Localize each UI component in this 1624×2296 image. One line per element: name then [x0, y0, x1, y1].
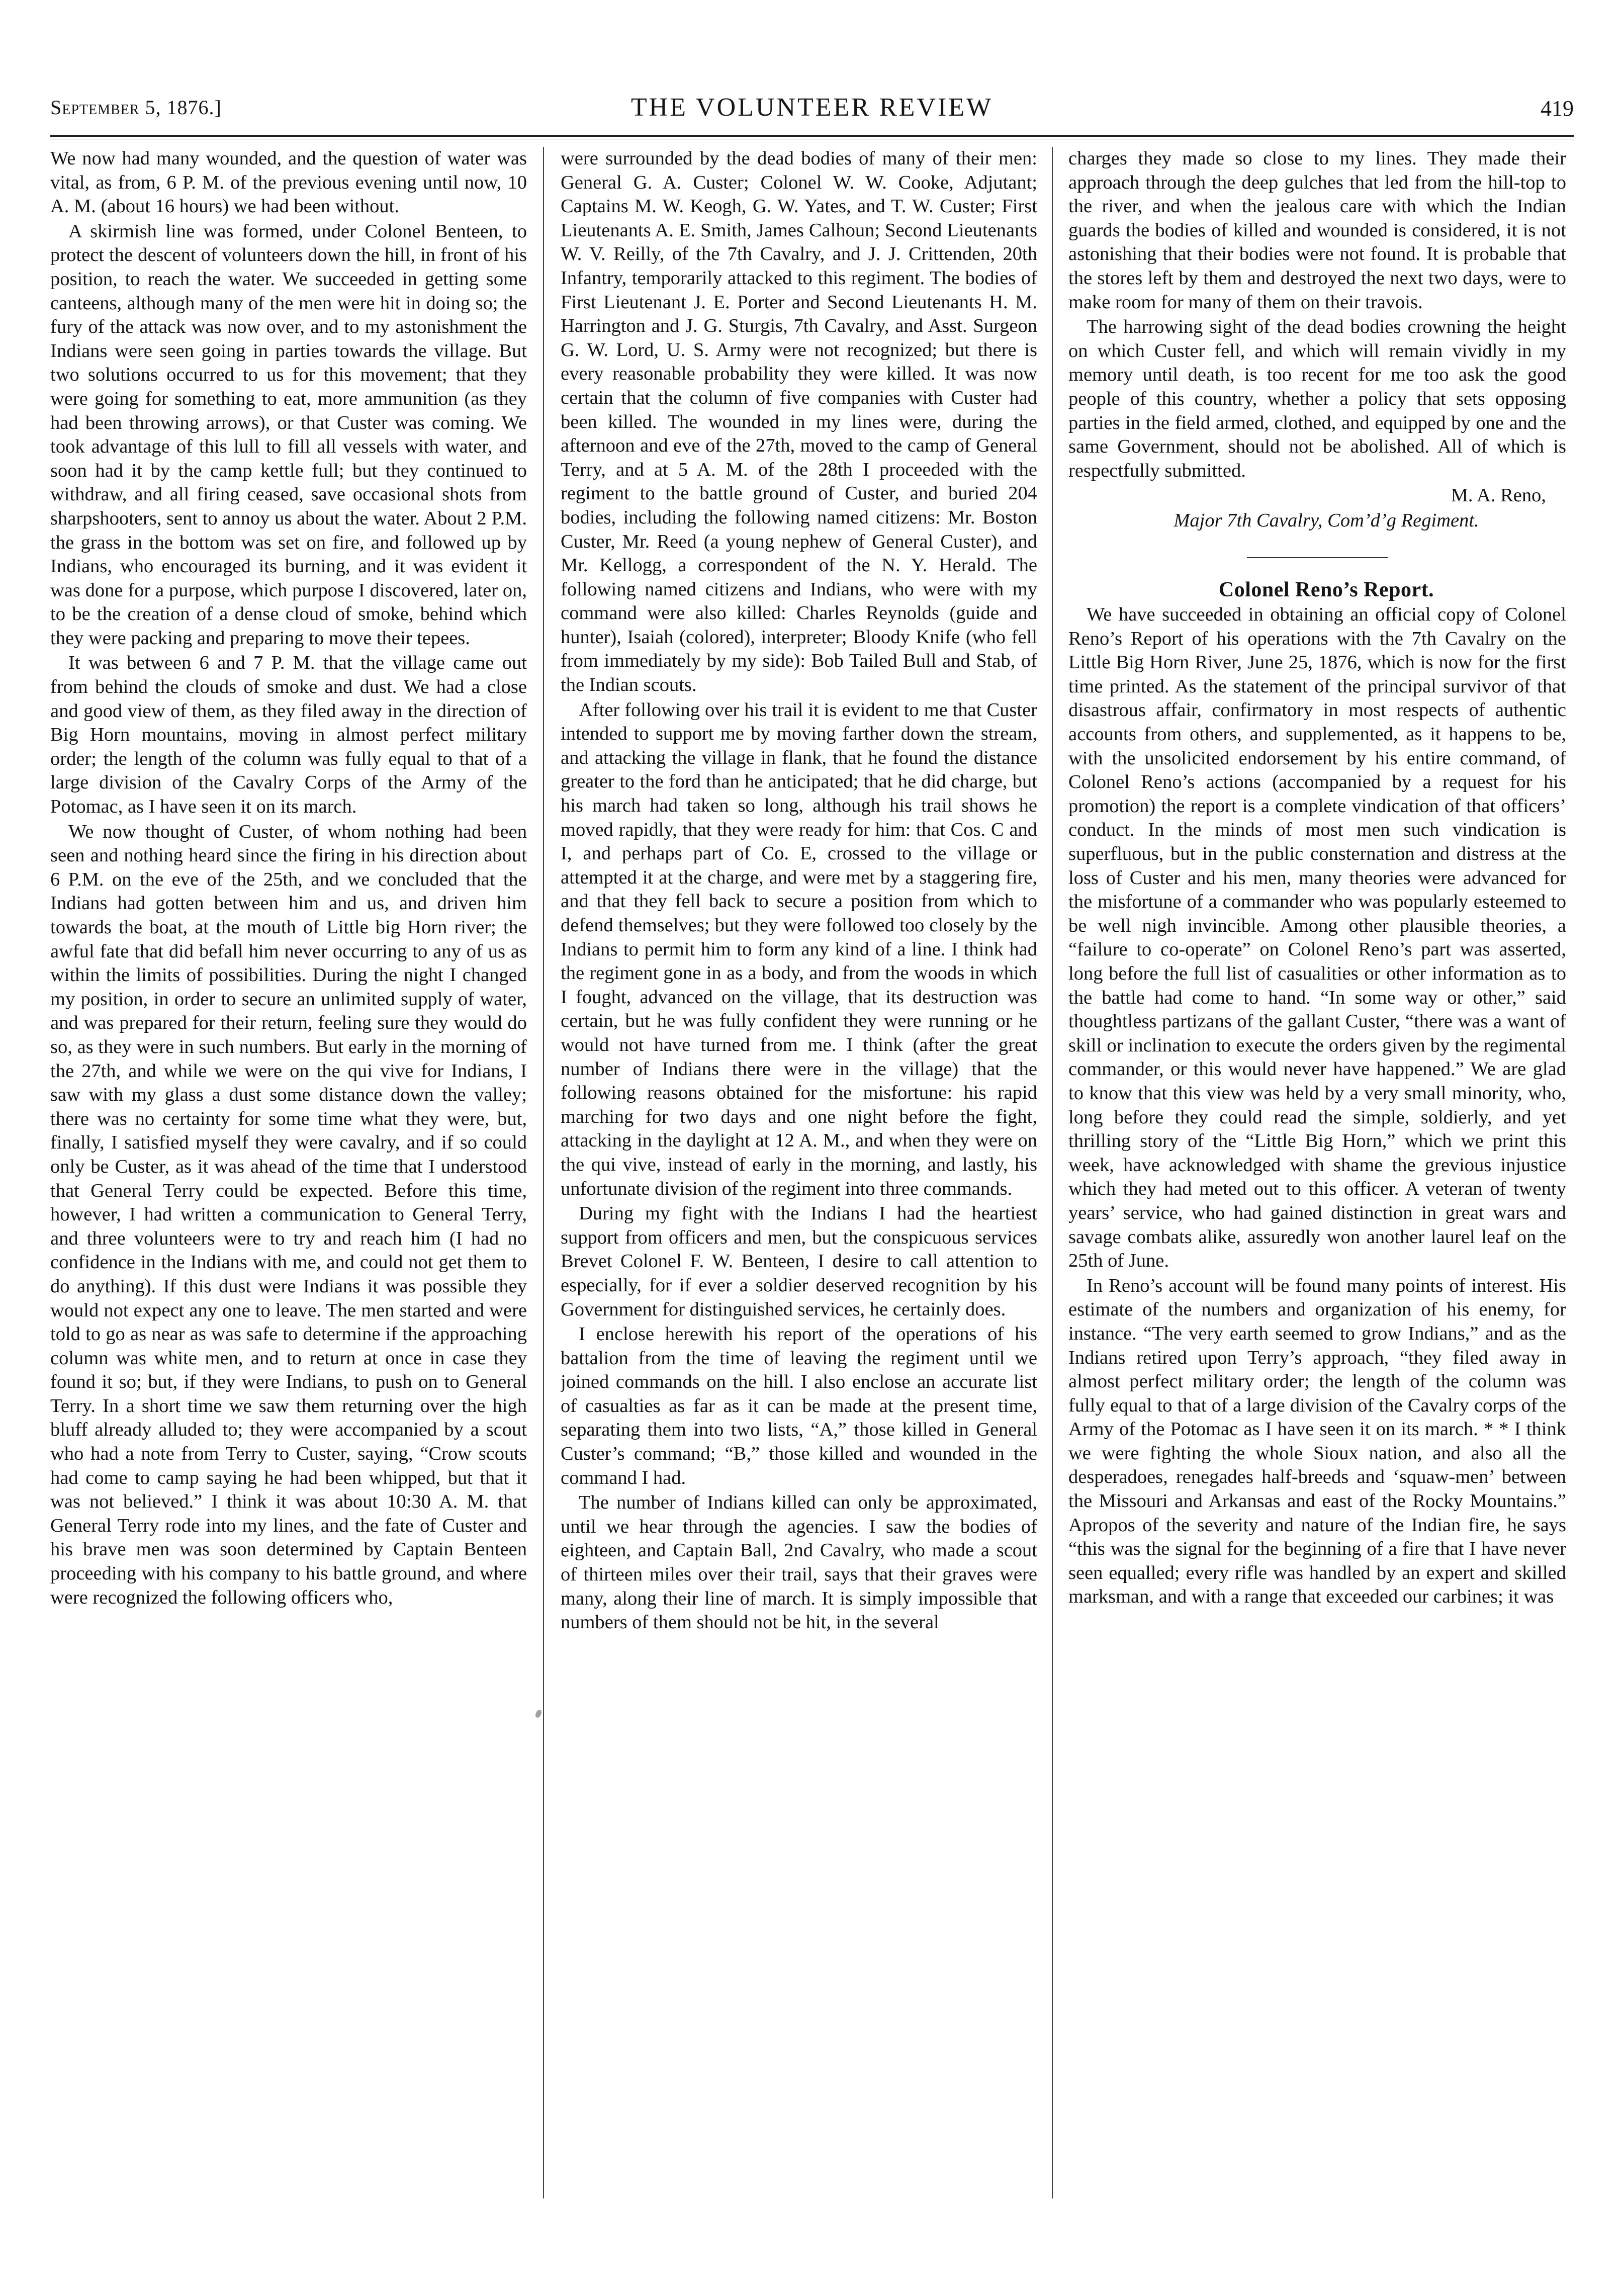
issue-date: September 5, 1876.]: [50, 96, 222, 119]
paragraph: We have succeeded in obtaining an official copy of Colonel Reno’s Report of his operations with the 7th Cavalry on the Little Big Horn River, June 25, 1876, which is now for the first time printed. As the statement of the principal survivor of that disastrous affair, confirmatory in most respects of authentic accounts from others, and supplemented, as it happens to be, with the unsolicited endorsement by his entire command, of Colonel Reno’s actions (accompanied by a request for his promotion) the report is a complete vindication of that officers’ conduct. In the minds of most men such vindication is superfluous, but in the public consternation and distress at the loss of Custer and his men, many theories were advanced for the misfortune of a commander who was popularly esteemed to be well nigh invincible. Among other plausible theories, a “failure to co-operate” on Colonel Reno’s part was asserted, long before the full list of casualities or other information as to the battle had come to hand. “In some way or other,” said thoughtless partizans of the gallant Custer, “there was a want of skill or inclination to execute the orders given by the regimental commander, or this would never have happened.” We are glad to know that this view was held by a very small minority, who, long before they could read the simple, soldierly, and yet thrilling story of the “Little Big Horn,” which we print this week, have acknowledged with shame the grevious injustice which they had meted out to this officer. A veteran of twenty years’ service, who had gained distinction in great wars and savage combats alike, assuredly won another laurel leaf on the 25th of June.: [1068, 604, 1566, 1272]
signature: M. A. Reno,: [1451, 485, 1546, 506]
section-divider: [1247, 557, 1388, 558]
column-divider: [543, 147, 544, 2198]
column-1: [50, 147, 527, 2219]
column-3: [1068, 147, 1566, 2219]
paragraph: After following over his trail it is evident to me that Custer intended to support me by moving farther down the stream, and attacking the village in flank, that he found the distance greater to the ford than he anticipated; that he did charge, but his march had taken so long, although his trail shows he moved rapidly, that they were ready for him: that Cos. C and I, and perhaps part of Co. E, crossed to the village or attempted it at the charge, and were met by a staggering fire, and that they fell back to secure a position from which to defend themselves; but they were followed too closely by the Indians to permit him to form any kind of a line. I think had the regiment gone in as a body, and from the woods in which I fought, advanced on the village, that its destruction was certain, but he was fully confident they were running or he would not have turned from me. I think (after the great number of Indians there were in the village) that the following reasons obtained for the misfortune: his rapid marching for two days and one night before the fight, attacking in the daylight at 12 A. M., and when they were on the qui vive, instead of early in the morning, and lastly, his unfortunate division of the regiment into three commands.: [561, 699, 1037, 1199]
paragraph: charges they made so close to my lines. They made their approach through the deep gulches that led from the hill-top to the river, and when the jealous care with which the Indian guards the bodies of killed and wounded is considered, it is not astonishing that their bodies were not found. It is probable that the stores left by them and destroyed the next two days, were to make room for many of them on their travois.: [1068, 148, 1566, 313]
paragraph: A skirmish line was formed, under Colonel Benteen, to protect the descent of volunteers down the hill, in front of his position, to reach the water. We succeeded in getting some canteens, although many of the men were hit in doing so; the fury of the attack was now over, and to my astonishment the Indians were seen going in parties towards the village. But two solutions occurred to us for this movement; that they were going for something to eat, more ammunition (as they had been throwing arrows), or that Custer was coming. We took advantage of this lull to fill all vessels with water, and soon had it by the camp kettle full; but they continued to withdraw, and all firing ceased, save occasional shots from sharpshooters, sent to annoy us about the water. About 2 P.M. the grass in the bottom was set on fire, and followed up by Indians, who encouraged its burning, and it was evident it was done for a purpose, which purpose I discovered, later on, to be the creation of a dense cloud of smoke, behind which they were packing and preparing to move their tepees.: [50, 220, 527, 649]
paragraph: In Reno’s account will be found many points of interest. His estimate of the numbers and organization of his enemy, for instance. “The very earth seemed to grow Indians,” and as the Indians retired upon Terry’s approach, “they filed away in almost perfect military order; the length of the column was fully equal to that of a large division of the Cavalry corps of the Army of the Potomac as I have seen it on its march. * * I think we were fighting the whole Sioux nation, and also all the desperadoes, renegades half-breeds and ‘squaw-men’ between the Missouri and Arkansas and east of the Rocky Mountains.” Apropos of the severity and nature of the Indian fire, he says “this was the signal for the beginning of a fire that I have never seen equalled; every rifle was handled by an expert and skilled marksman, and with a range that exceeded our carbines; it was: [1068, 1275, 1566, 1608]
page-number: 419: [1541, 96, 1574, 121]
section-heading: Colonel Reno’s Report.: [1218, 578, 1434, 601]
publication-title: THE VOLUNTEER REVIEW: [630, 93, 994, 122]
paragraph: During my fight with the Indians I had the heartiest support from officers and men, but the conspicuous services Brevet Colonel F. W. Benteen, I desire to call attention to especially, for if ever a soldier deserved recognition by his Government for distinguished services, he certainly does.: [561, 1203, 1037, 1320]
column-2: [561, 147, 1037, 2219]
paragraph: I enclose herewith his report of the operations of his battalion from the time of leaving the regiment until we joined commands on the hill. I also enclose an accurate list of casualties as far as it can be made at the present time, separating them into two lists, “A,” those killed in General Custer’s command; “B,” those killed and wounded in the command I had.: [561, 1323, 1037, 1488]
paragraph: We now had many wounded, and the question of water was vital, as from, 6 P. M. of the previous evening until now, 10 A. M. (about 16 hours) we had been without.: [50, 148, 527, 217]
column-divider: [1052, 147, 1053, 2198]
paragraph: It was between 6 and 7 P. M. that the village came out from behind the clouds of smoke and dust. We had a close and good view of them, as they filed away in the direction of Big Horn mountains, moving in almost perfect military order; the length of the column was fully equal to that of a large division of the Cavalry Corps of the Army of the Potomac, as I have seen it on its march.: [50, 652, 527, 818]
paragraph: were surrounded by the dead bodies of many of their men: General G. A. Custer; Colonel W. W. Cooke, Adjutant; Captains M. W. Keogh, G. W. Yates, and T. W. Custer; First Lieutenants A. E. Smith, James Calhoun; Second Lieutenants W. V. Reilly, of the 7th Cavalry, and J. J. Crittenden, 20th Infantry, temporarily attacked to this regiment. The bodies of First Lieutenant J. E. Porter and Second Lieutenants H. M. Harrington and J. G. Sturgis, 7th Cavalry, and Asst. Surgeon G. W. Lord, U. S. Army were not recognized; but there is every reasonable probability they were killed. It was now certain that the column of five companies with Custer had been killed. The wounded in my lines were, during the afternoon and eve of the 27th, moved to the camp of General Terry, and at 5 A. M. of the 28th I proceeded with the regiment to the battle ground of Custer, and buried 204 bodies, including the following named citizens: Mr. Boston Custer, Mr. Reed (a young nephew of General Custer), and Mr. Kellogg, a correspondent of the N. Y. Herald. The following named citizens and Indians, who were with my command were also killed: Charles Reynolds (guide and hunter), Isaiah (colored), interpreter; Bloody Knife (who fell from immediately by my side): Bob Tailed Bull and Stab, of the Indian scouts.: [561, 148, 1037, 696]
ink-blot: [534, 1709, 543, 1719]
paragraph: The harrowing sight of the dead bodies crowning the height on which Custer fell, and which will remain vividly in my memory until death, is too recent for me too ask the good people of this country, whether a policy that sets opposing parties in the field armed, clothed, and equipped by one and the same Government, should not be abolished. All of which is respectfully submitted.: [1068, 316, 1566, 481]
header-rule: [50, 135, 1574, 137]
paragraph: The number of Indians killed can only be approximated, until we hear through the agencies. I saw the bodies of eighteen, and Captain Ball, 2nd Cavalry, who made a scout of thirteen miles over their trail, says that their graves were many, along their line of march. It is simply impossible that numbers of them should not be hit, in the several: [561, 1492, 1037, 1633]
running-head: [50, 93, 1574, 131]
signature-title: Major 7th Cavalry, Com’d’g Regiment.: [1174, 509, 1479, 531]
paragraph: We now thought of Custer, of whom nothing had been seen and nothing heard since the firing in his direction about 6 P.M. on the eve of the 25th, and we concluded that the Indians had gotten between him and us, and driven him towards the boat, at the mouth of Little big Horn river; the awful fate that did befall him never occurring to any of us as within the limits of possibilities. During the night I changed my position, in order to secure an unlimited supply of water, and was prepared for their return, feeling sure they would do so, as they were in such numbers. But early in the morning of the 27th, and while we were on the qui vive for Indians, I saw with my glass a dust some distance down the valley; there was no certainty for some time what they were, but, finally, I satisfied myself they were cavalry, and if so could only be Custer, as it was ahead of the time that I understood that General Terry could be expected. Before this time, however, I had written a communication to General Terry, and three volunteers were to try and reach him (I had no confidence in the Indians with me, and could not get them to do anything). If this dust were Indians it was possible they would not expect any one to leave. The men started and were told to go as near as was safe to determine if the approaching column was white men, and to return at once in case they found it so; but, if they were Indians, to push on to General Terry. In a short time we saw them returning over the high bluff already alluded to; they were accompanied by a scout who had a note from Terry to Custer, saying, “Crow scouts had come to camp saying he had been whipped, but that it was not believed.” I think it was about 10:30 A. M. that General Terry rode into my lines, and the fate of Custer and his brave men was soon determined by Captain Benteen proceeding with his company to his battle ground, and where were recognized the following officers who,: [50, 821, 527, 1608]
